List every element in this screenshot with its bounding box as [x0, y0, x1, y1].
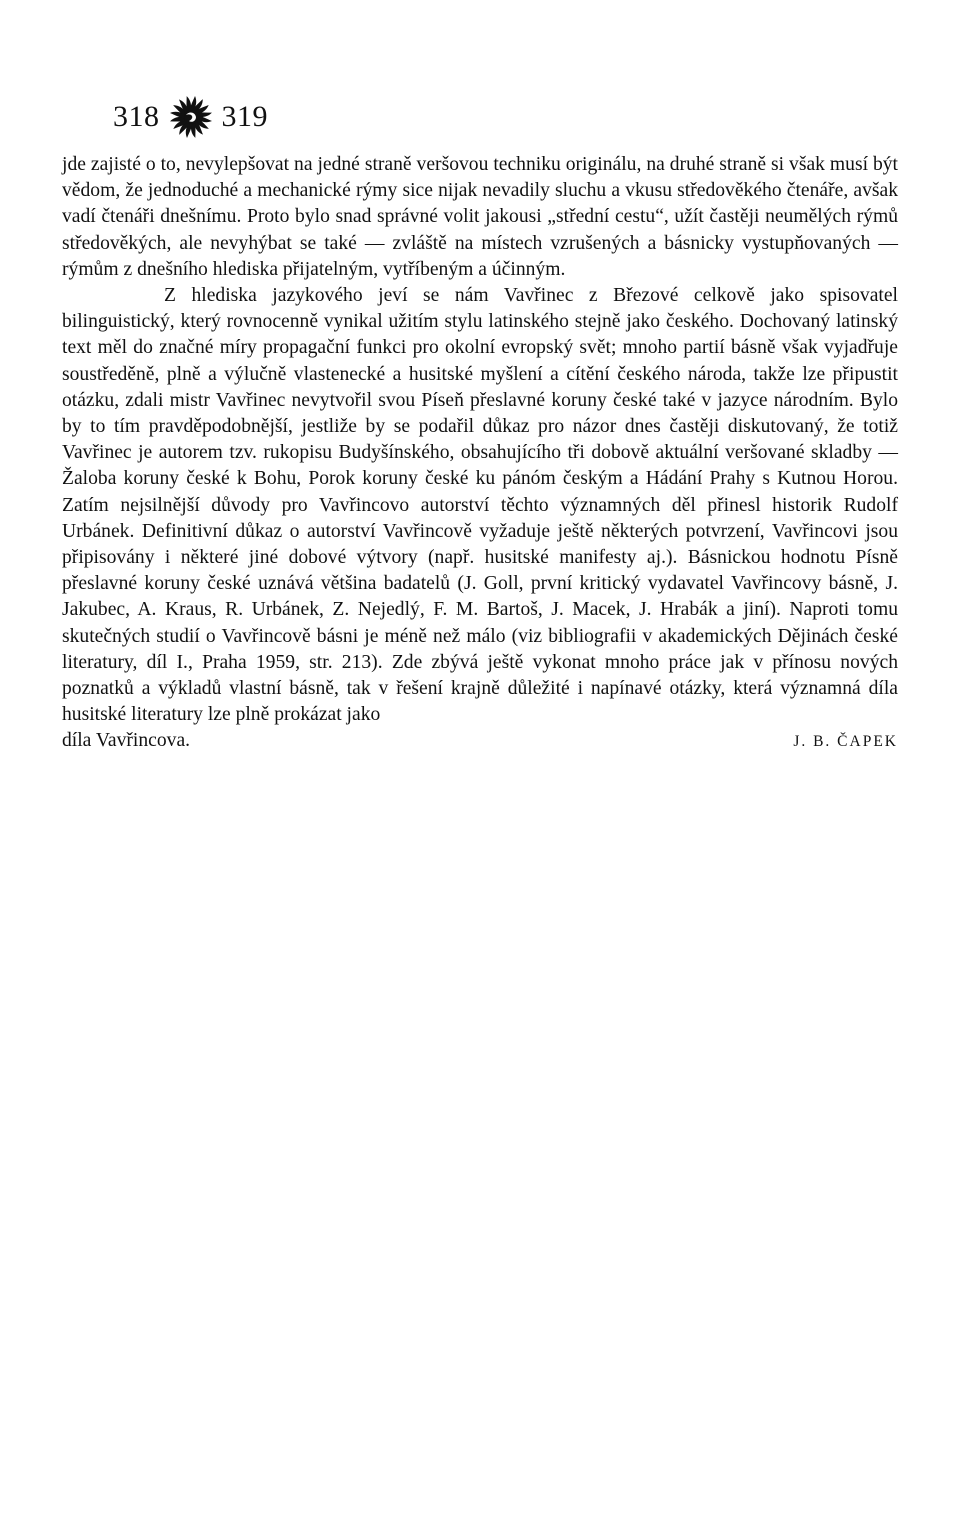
paragraph-2: Z hlediska jazykového jeví se nám Vavřinec z Březové celkově jako spisovatel bilinguistický, který rovnocenně vynikal užitím stylu latinského stejně jako českého. Dochovaný latinský text měl do značné míry propagační funkci pro okolní evropský svět; mnoho partií básně však vyjadřuje soustředěně, plně a výlučně vlastenecké a husitské myšlení a cítění českého národa, takže lze připustit otázku, zdali mistr Vavřinec nevytvořil svou Píseň přeslavné koruny české také v jazyce národním. Bylo by to tím pravděpodobnější, jestliže by se podařil důkaz pro názor dnes častěji diskutovaný, že totiž Vavřinec je autorem tzv. rukopisu Budyšínského, obsahujícího tři dobově aktuální veršované skladby — Žaloba koruny české k Bohu, Porok koruny české ku pánóm českým a Hádání Prahy s Kutnou Horou. Zatím nejsilnější důvody pro Vavřincovo autorství těchto významných děl přinesl historik Rudolf Urbánek. Definitivní důkaz o autorství Vavřincově vyžaduje ještě některých potvrzení, Vavřincovi jsou připisovány i některé jiné dobové výtvory (např. husitské manifesty aj.). Básnickou hodnotu Písně přeslavné koruny české uznává většina badatelů (J. Goll, první kritický vydavatel Vavřincovy básně, J. Jakubec, A. Kraus, R. Urbánek, Z. Nejedlý, F. M. Bartoš, J. Macek, J. Hrabák a jiní). Naproti tomu skutečných studií o Vavřincově básni je méně než málo (viz bibliografii v akademických Dějinách české literatury, díl I., Praha 1959, str. 213). Zde zbývá ještě vykonat mnoho práce jak v přínosu nových poznatků a výkladů vlastní básně, tak v řešení krajně důležité i napínavé otázky, která významná díla husitské literatury lze plně prokázat jako: [62, 285, 898, 726]
page-number-left: 318: [113, 100, 160, 133]
body-text: [62, 152, 898, 756]
page-number-right: 319: [221, 100, 268, 133]
paragraph-2-last-line: díla Vavřincova.: [62, 730, 191, 752]
signature-line: [62, 728, 898, 755]
author-signature: J. B. ČAPEK: [793, 733, 898, 751]
paragraph-1: jde zajisté o to, nevylepšovat na jedné straně veršovou techniku originálu, na druhé straně si však musí být vědom, že jednoduché a mechanické rýmy sice nijak nevadily sluchu a vkusu středověkého čtenáře, avšak vadí čtenáři dnešnímu. Proto bylo snad správné volit jakousi „střední cestu“, užít častěji neumělých rýmů středověkých, ale nevyhýbat se také — zvláště na místech vzrušených a básnicky vystupňovaných — rýmům z dnešního hlediska přijatelným, vytříbeným a účinným.: [62, 154, 898, 280]
swirl-rosette-icon: [168, 94, 214, 140]
page-header: [113, 92, 268, 142]
